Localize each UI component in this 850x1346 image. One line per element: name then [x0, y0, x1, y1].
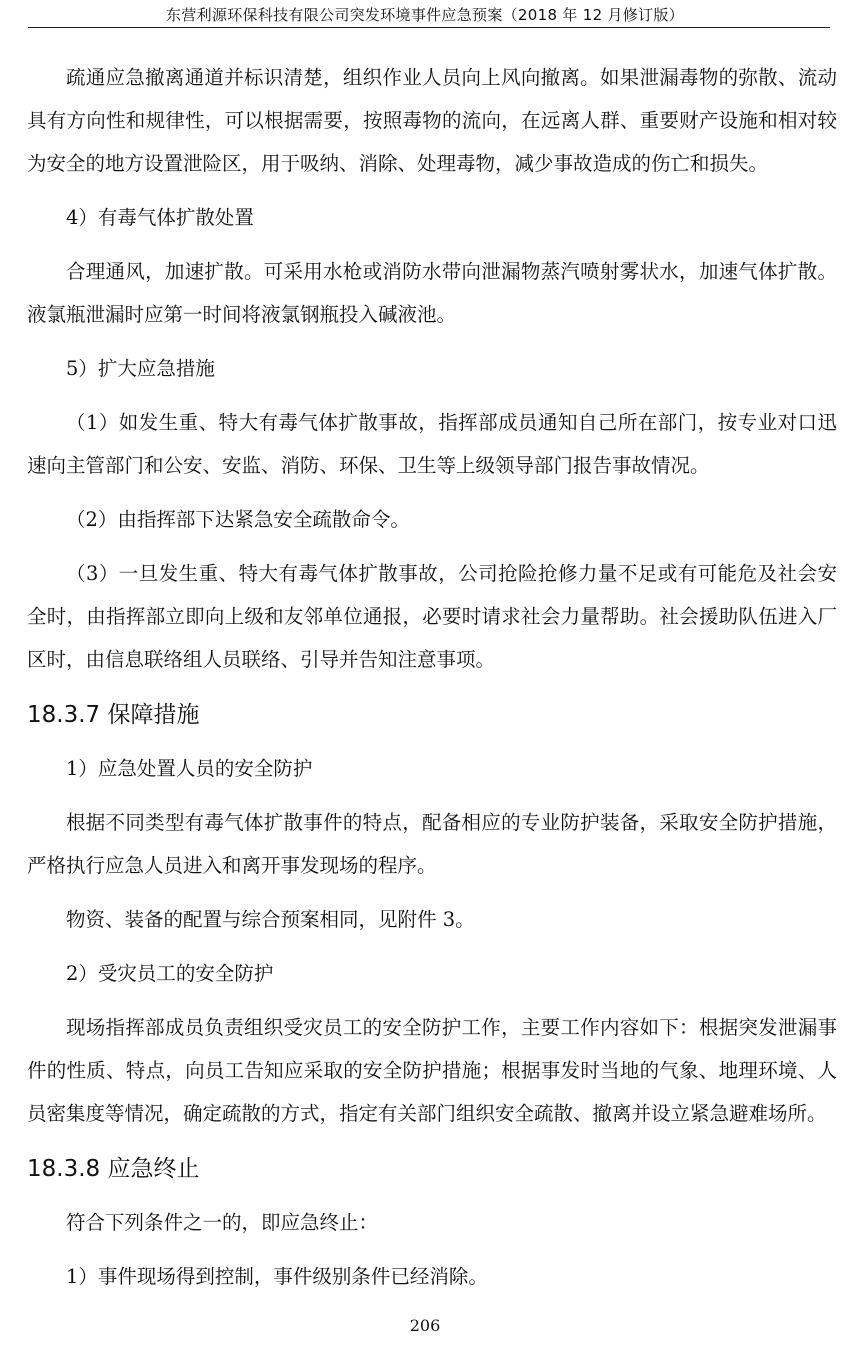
header-title: 东营利源环保科技有限公司突发环境事件应急预案（2018 年 12 月修订版） [166, 6, 684, 24]
page-number: 206 [409, 1316, 441, 1335]
header-rule [28, 27, 830, 28]
page-content [27, 56, 837, 1309]
paragraph-termination-conditions: 符合下列条件之一的，即应急终止： [66, 1211, 379, 1234]
paragraph-measure-3: （3）一旦发生重、特大有毒气体扩散事故，公司抢险抢修力量不足或有可能危及社会安全时，由指挥部立即向上级和友邻单位通报，必要时请求社会力量帮助。社会援助队伍进入厂区时，由信息联络组人员联络、引导并告知注意事项。 [27, 562, 837, 671]
paragraph-protective-equipment: 根据不同类型有毒气体扩散事件的特点，配备相应的专业防护装备，采取安全防护措施，严格执行应急人员进入和离开事发现场的程序。 [27, 811, 837, 877]
section-heading-safeguards: 18.3.7 保障措施 [27, 702, 200, 728]
paragraph-evacuation: 疏通应急撤离通道并标识清楚，组织作业人员向上风向撤离。如果泄漏毒物的弥散、流动具有方向性和规律性，可以根据需要，按照毒物的流向，在远离人群、重要财产设施和相对较为安全的地方设置泄险区，用于吸纳、消除、处理毒物，减少事故造成的伤亡和损失。 [27, 66, 837, 175]
paragraph-materials: 物资、装备的配置与综合预案相同，见附件 3。 [66, 908, 475, 931]
list-item-responder-protection: 1）应急处置人员的安全防护 [66, 757, 313, 780]
list-item-expand-measures: 5）扩大应急措施 [66, 357, 215, 380]
paragraph-ventilation: 合理通风，加速扩散。可采用水枪或消防水带向泄漏物蒸汽喷射雾状水，加速气体扩散。液氯瓶泄漏时应第一时间将液氯钢瓶投入碱液池。 [27, 260, 837, 326]
section-heading-termination: 18.3.8 应急终止 [27, 1156, 200, 1182]
paragraph-measure-1: （1）如发生重、特大有毒气体扩散事故，指挥部成员通知自己所在部门，按专业对口迅速向主管部门和公安、安监、消防、环保、卫生等上级领导部门报告事故情况。 [27, 411, 837, 477]
list-item-toxic-gas-heading: 4）有毒气体扩散处置 [66, 206, 254, 229]
page-header [0, 0, 850, 34]
paragraph-employee-protection: 现场指挥部成员负责组织受灾员工的安全防护工作，主要工作内容如下：根据突发泄漏事件的性质、特点，向员工告知应采取的安全防护措施；根据事发时当地的气象、地理环境、人员密集度等情况，确定疏散的方式，指定有关部门组织安全疏散、撤离并设立紧急避难场所。 [27, 1016, 837, 1125]
paragraph-measure-2: （2）由指挥部下达紧急安全疏散命令。 [66, 508, 410, 531]
list-item-condition-1: 1）事件现场得到控制，事件级别条件已经消除。 [66, 1265, 488, 1288]
list-item-employee-protection: 2）受灾员工的安全防护 [66, 962, 274, 985]
